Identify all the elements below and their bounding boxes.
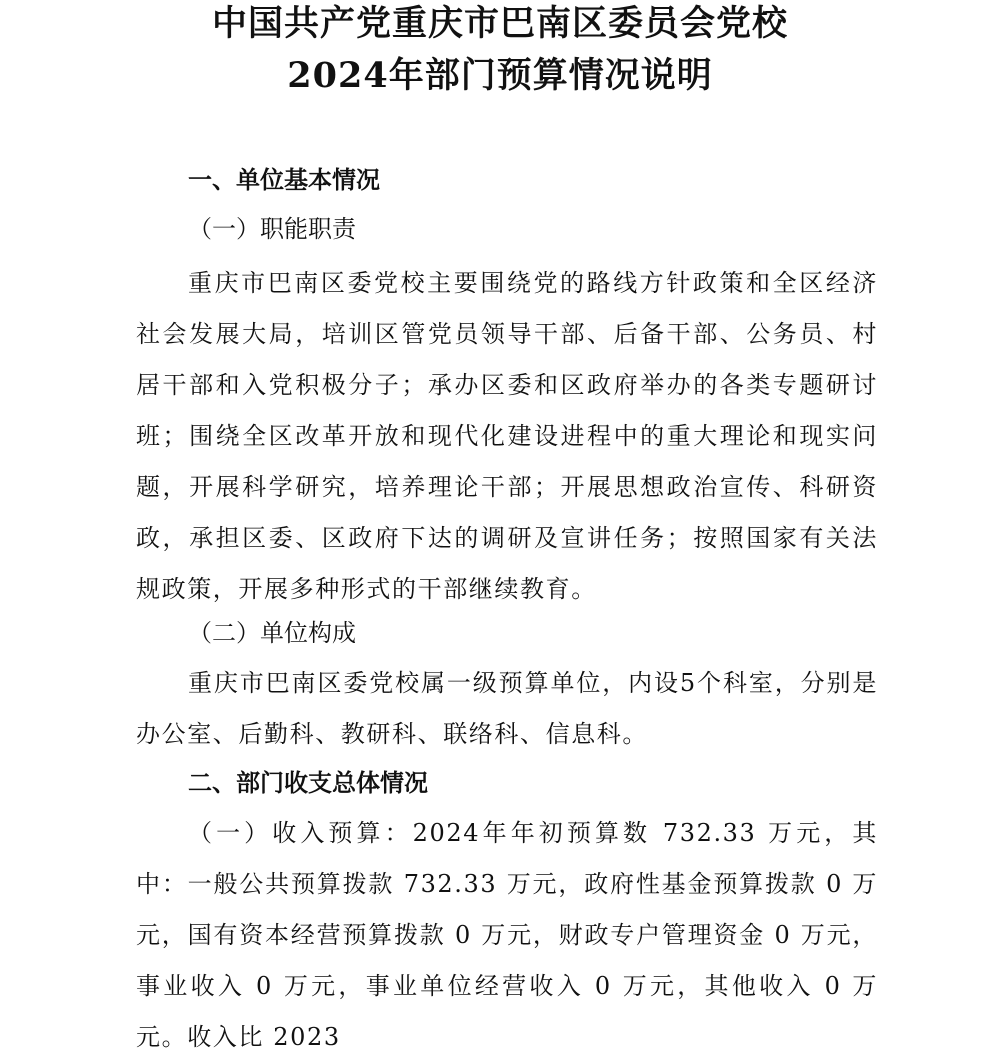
section-2-sub-1-body: 2024年年初预算数 732.33 万元，其中：一般公共预算拨款 732.33 万元，政府性基金预算拨款 0 万元，国有资本经营预算拨款 0 万元，财政专户管理资金 0 万元，事业收入 0 万元，事业单位经营收入 0 万元，其他收入 0 万元。收入比 2023 [136,819,878,1051]
section-2-sub-1-paragraph [136,808,878,1063]
section-1-sub-1-heading: （一）职能职责 [188,215,356,243]
section-1-heading: 一、单位基本情况 [188,166,380,194]
section-1-sub-1-body: 重庆市巴南区委党校主要围绕党的路线方针政策和全区经济社会发展大局，培训区管党员领导干部、后备干部、公务员、村居干部和入党积极分子；承办区委和区政府举办的各类专题研讨班；围绕全区改革开放和现代化建设进程中的重大理论和现实问题，开展科学研究，培养理论干部；开展思想政治宣传、科研资政，承担区委、区政府下达的调研及宣讲任务；按照国家有关法规政策，开展多种形式的干部继续教育。 [136,269,878,603]
section-2-heading: 二、部门收支总体情况 [188,769,428,797]
document-title-line-1: 中国共产党重庆市巴南区委员会党校 [211,3,788,44]
section-1-sub-2-body: 重庆市巴南区委党校属一级预算单位，内设5个科室，分别是办公室、后勤科、教研科、联络科、信息科。 [136,669,878,748]
document-title-line-2: 2024年部门预算情况说明 [287,55,713,96]
section-2-sub-1-lead: （一）收入预算： [188,819,413,847]
section-1-sub-2-heading: （二）单位构成 [188,619,356,647]
